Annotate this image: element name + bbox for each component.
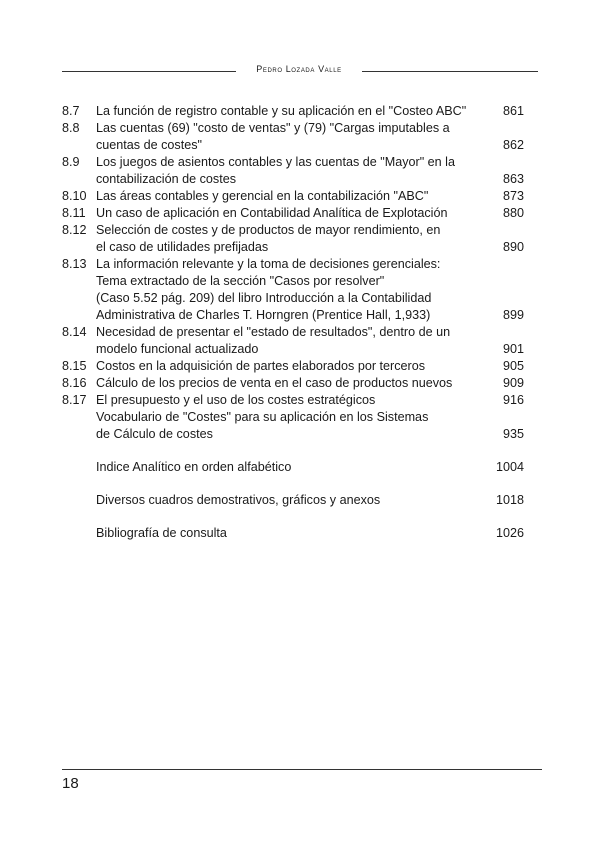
toc-entry bbox=[62, 324, 524, 358]
toc-entry-title bbox=[96, 324, 484, 358]
toc-entry-number: 8.13 bbox=[62, 257, 87, 271]
toc-entry bbox=[62, 256, 524, 324]
toc-entry-title bbox=[96, 358, 484, 375]
toc-entry bbox=[62, 409, 524, 443]
toc-entry-title bbox=[96, 256, 484, 324]
toc-entry-number: 8.15 bbox=[62, 359, 87, 373]
toc-entry-number: 8.10 bbox=[62, 189, 87, 203]
toc-entry-title bbox=[96, 154, 484, 188]
toc-entry-number: 8.9 bbox=[62, 155, 80, 169]
toc-entry-page: 1026 bbox=[495, 526, 524, 540]
toc-entry-title bbox=[96, 459, 484, 476]
toc-entry-line: Tema extractado de la sección "Casos por resolver" bbox=[96, 274, 385, 288]
toc-entry-line: cuentas de costes" bbox=[96, 138, 202, 152]
toc-entry-title bbox=[96, 525, 484, 542]
toc-entry bbox=[62, 188, 524, 205]
toc-entry-page: 905 bbox=[502, 359, 524, 373]
toc-entry-page: 916 bbox=[502, 393, 524, 407]
toc-entry-page: 909 bbox=[502, 376, 524, 390]
toc-entry bbox=[62, 103, 524, 120]
toc-entry-line: el caso de utilidades prefijadas bbox=[96, 240, 269, 254]
toc-entry bbox=[62, 459, 524, 476]
header-rule-left bbox=[62, 71, 236, 72]
header-rule-right bbox=[362, 71, 538, 72]
toc-entry bbox=[62, 392, 524, 409]
toc-entry-number: 8.14 bbox=[62, 325, 87, 339]
toc-entry-line: contabilización de costes bbox=[96, 172, 237, 186]
toc-entry-page: 1018 bbox=[495, 493, 524, 507]
toc-entry-line: modelo funcional actualizado bbox=[96, 342, 259, 356]
toc-entry bbox=[62, 222, 524, 256]
running-header bbox=[62, 62, 538, 82]
toc-entry-line: Un caso de aplicación en Contabilidad Analítica de Explotación bbox=[96, 206, 448, 220]
toc-entry-line: Las áreas contables y gerencial en la contabilización "ABC" bbox=[96, 189, 429, 203]
toc-entry-page: 890 bbox=[502, 240, 524, 254]
toc-entry-title bbox=[96, 205, 484, 222]
toc-entry-page: 880 bbox=[502, 206, 524, 220]
toc-entry-page: 863 bbox=[502, 172, 524, 186]
toc-entry-page: 935 bbox=[502, 427, 524, 441]
toc-entry bbox=[62, 375, 524, 392]
toc-entry-number: 8.8 bbox=[62, 121, 80, 135]
toc-entry-line: Los juegos de asientos contables y las cuentas de "Mayor" en la bbox=[96, 155, 455, 169]
toc-entry-line: Las cuentas (69) "costo de ventas" y (79) "Cargas imputables a bbox=[96, 121, 450, 135]
toc-entry-line: La información relevante y la toma de decisiones gerenciales: bbox=[96, 257, 441, 271]
toc-entry-number: 8.11 bbox=[62, 206, 86, 220]
toc-entry-number: 8.16 bbox=[62, 376, 87, 390]
toc-entry-line: Necesidad de presentar el "estado de resultados", dentro de un bbox=[96, 325, 451, 339]
toc-entry-page: 901 bbox=[502, 342, 524, 356]
toc-entry-number: 8.7 bbox=[62, 104, 80, 118]
toc-entry-page: 899 bbox=[502, 308, 524, 322]
toc-entry-page: 1004 bbox=[495, 460, 524, 474]
toc-entry-line: Cálculo de los precios de venta en el caso de productos nuevos bbox=[96, 376, 453, 390]
toc-entry bbox=[62, 205, 524, 222]
toc-entry-line: Indice Analítico en orden alfabético bbox=[96, 460, 292, 474]
toc-entry-title bbox=[96, 375, 484, 392]
toc-entry-line: Selección de costes y de productos de mayor rendimiento, en bbox=[96, 223, 441, 237]
toc-entry-page: 861 bbox=[502, 104, 524, 118]
toc-entry-line: Costos en la adquisición de partes elaborados por terceros bbox=[96, 359, 426, 373]
toc-entry-line: Vocabulario de "Costes" para su aplicación en los Sistemas bbox=[96, 410, 429, 424]
toc-entry-line: (Caso 5.52 pág. 209) del libro Introducción a la Contabilidad bbox=[96, 291, 432, 305]
toc-entry-line: Diversos cuadros demostrativos, gráficos y anexos bbox=[96, 493, 381, 507]
toc-entry bbox=[62, 358, 524, 375]
toc-entry-line: de Cálculo de costes bbox=[96, 427, 213, 441]
toc-entry-title bbox=[96, 492, 484, 509]
toc-entry-page: 862 bbox=[502, 138, 524, 152]
toc-entry-number: 8.12 bbox=[62, 223, 87, 237]
toc-entry-line: Bibliografía de consulta bbox=[96, 526, 227, 540]
toc-entry-title bbox=[96, 120, 484, 154]
table-of-contents bbox=[62, 103, 524, 542]
toc-entry-title bbox=[96, 409, 484, 443]
footer-rule bbox=[62, 769, 542, 770]
toc-entry bbox=[62, 525, 524, 542]
toc-entry-line: Administrativa de Charles T. Horngren (Prentice Hall, 1,933) bbox=[96, 308, 431, 322]
toc-entry-line: El presupuesto y el uso de los costes estratégicos bbox=[96, 393, 376, 407]
toc-entry-page: 873 bbox=[502, 189, 524, 203]
header-author: Pedro Lozada Valle bbox=[256, 64, 342, 74]
toc-entry-title bbox=[96, 188, 484, 205]
toc-entry bbox=[62, 492, 524, 509]
toc-entry-title bbox=[96, 222, 484, 256]
toc-entry-number: 8.17 bbox=[62, 393, 87, 407]
toc-entry-title bbox=[96, 392, 484, 409]
toc-entry-title bbox=[96, 103, 484, 120]
page-number: 18 bbox=[62, 775, 79, 792]
toc-entry bbox=[62, 120, 524, 154]
toc-entry-line: La función de registro contable y su aplicación en el "Costeo ABC" bbox=[96, 104, 467, 118]
toc-entry bbox=[62, 154, 524, 188]
